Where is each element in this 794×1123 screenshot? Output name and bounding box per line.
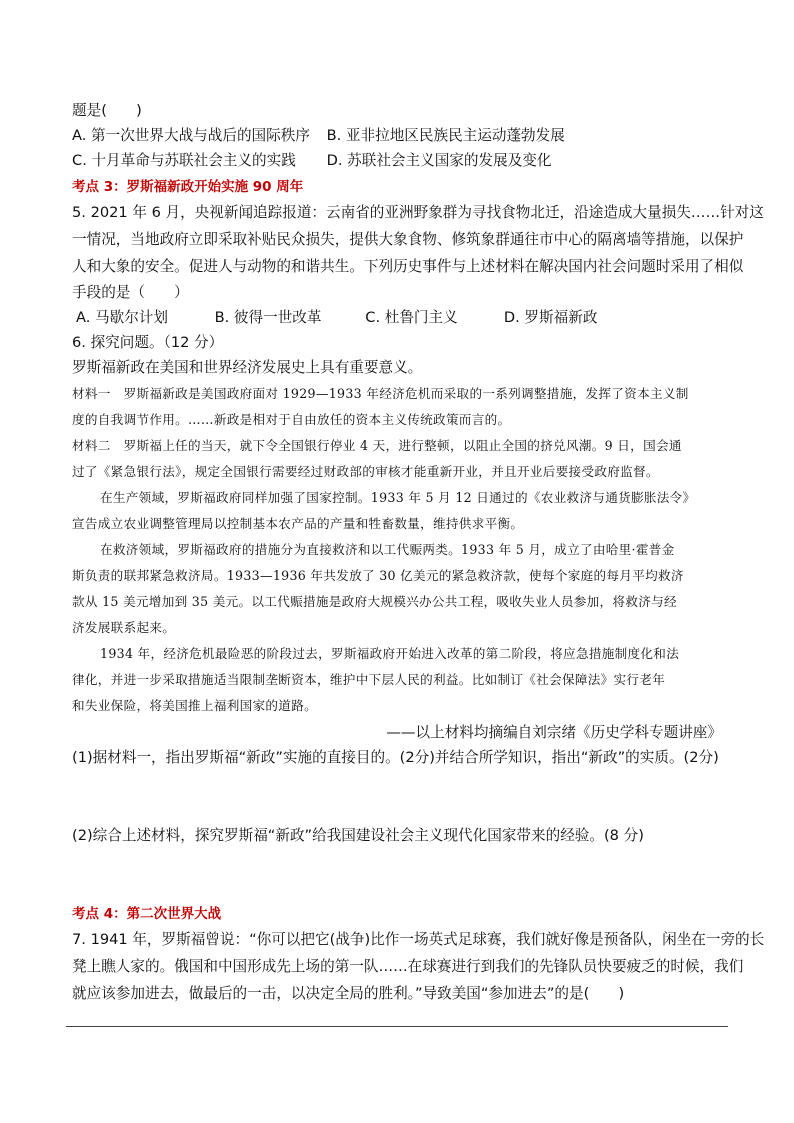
section-heading-kp3: 考点 3：罗斯福新政开始实施 90 周年 xyxy=(72,179,304,195)
material-2-line: 材料二 罗斯福上任的当天，就下令全国银行停业 4 天，进行整顿，以阻止全国的挤兑风潮。9 日，国会通 xyxy=(72,438,682,453)
material-2-line: 1934 年，经济危机最险恶的阶段过去，罗斯福政府开始进入改革的第二阶段，将应急措施制度化和法 xyxy=(100,646,680,661)
question-5-options xyxy=(76,306,597,330)
question-4-tail: 题是( ) xyxy=(72,102,142,119)
question-7-line: 凳上瞧人家的。俄国和中国形成先上场的第一队……在球赛进行到我们的先锋队员快要疲乏的时候，我们 xyxy=(72,958,744,975)
option-a[interactable]: A. 第一次世界大战与战后的国际秩序 xyxy=(72,127,310,144)
option-c[interactable]: C. 十月革命与苏联社会主义的实践 xyxy=(72,152,296,169)
material-2-line: 和失业保险，将美国推上福利国家的道路。 xyxy=(72,698,317,713)
material-1-line: 材料一 罗斯福新政是美国政府面对 1929—1933 年经济危机而采取的一系列调整措施，发挥了资本主义制 xyxy=(72,386,689,401)
question-7-line: 就应该参加进去，做最后的一击，以决定全局的胜利。”导致美国“参加进去”的是( ) xyxy=(72,985,625,1002)
footer-divider xyxy=(66,1026,728,1027)
material-source: ——以上材料均摘编自刘宗绪《历史学科专题讲座》 xyxy=(386,724,722,741)
section-heading-kp4: 考点 4：第二次世界大战 xyxy=(72,906,222,922)
material-2-line: 斯负责的联邦紧急救济局。1933—1936 年共发放了 30 亿美元的紧急救济款，使每个家庭的每月平均救济 xyxy=(72,568,684,583)
question-6-part-2: (2)综合上述材料，探究罗斯福“新政”给我国建设社会主义现代化国家带来的经验。(8 分) xyxy=(72,827,644,844)
option-c[interactable]: C. 杜鲁门主义 xyxy=(365,309,458,326)
question-6-intro: 罗斯福新政在美国和世界经济发展史上具有重要意义。 xyxy=(72,359,423,376)
material-2-line: 宣告成立农业调整管理局以控制基本农产品的产量和牲畜数量，维持供求平衡。 xyxy=(72,516,524,531)
option-b[interactable]: B. 亚非拉地区民族民主运动蓬勃发展 xyxy=(326,127,565,144)
question-6-heading: 6. 探究问题。（12 分） xyxy=(72,334,224,351)
question-4-options-row1 xyxy=(72,124,565,148)
question-5-line: 人和大象的安全。促进人与动物的和谐共生。下列历史事件与上述材料在解决国内社会问题时采用了相似 xyxy=(72,258,744,275)
material-2-line: 律化，并进一步采取措施适当限制垄断资本，维护中下层人民的利益。比如制订《社会保障法》实行老年 xyxy=(72,672,666,687)
question-5-line: 一情况，当地政府立即采取补贴民众损失，提供大象食物、修筑象群通往市中心的隔离墙等措施，以保护 xyxy=(72,231,744,248)
material-1-line: 度的自我调节作用。……新政是相对于自由放任的资本主义传统政策而言的。 xyxy=(72,412,511,427)
question-7-line: 7. 1941 年，罗斯福曾说：“你可以把它(战争)比作一场英式足球赛，我们就好像是预备队，闲坐在一旁的长 xyxy=(72,931,765,948)
option-d[interactable]: D. 罗斯福新政 xyxy=(503,309,598,326)
question-6-part-1: (1)据材料一，指出罗斯福“新政”实施的直接目的。(2分)并结合所学知识，指出“新政”的实质。(2分) xyxy=(72,749,719,766)
question-5-line: 5. 2021 年 6 月，央视新闻追踪报道：云南省的亚洲野象群为寻找食物北迁，沿途造成大量损失……针对这 xyxy=(72,204,764,221)
material-2-line: 在生产领域，罗斯福政府同样加强了国家控制。1933 年 5 月 12 日通过的《农业救济与通货膨胀法令》 xyxy=(100,490,696,505)
material-2-line: 过了《紧急银行法》，规定全国银行需要经过财政部的审核才能重新开业，并且开业后要接受政府监督。 xyxy=(72,464,659,479)
material-2-line: 济发展联系起来。 xyxy=(72,620,176,635)
option-d[interactable]: D. 苏联社会主义国家的发展及变化 xyxy=(326,152,552,169)
option-a[interactable]: A. 马歇尔计划 xyxy=(76,309,168,326)
question-5-line: 手段的是（ ） xyxy=(72,284,189,301)
option-b[interactable]: B. 彼得一世改革 xyxy=(214,309,322,326)
material-2-line: 款从 15 美元增加到 35 美元。以工代赈措施是政府大规模兴办公共工程，吸收失业人员参加，将救济与经 xyxy=(72,594,677,609)
material-2-line: 在救济领域，罗斯福政府的措施分为直接救济和以工代赈两类。1933 年 5 月，成立了由哈里·霍普金 xyxy=(100,542,675,557)
question-4-options-row2 xyxy=(72,149,551,173)
